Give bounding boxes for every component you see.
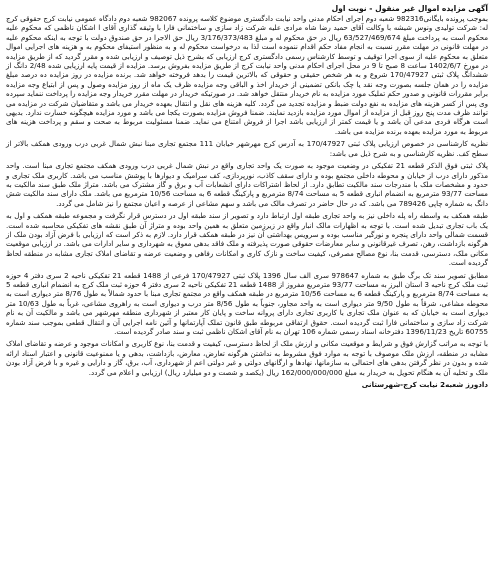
notice-paragraph: با توجه به مراتب گزارش فوق و شرایط و موقعیت مکانی و ارزش ملک از لحاظ دسترسی، کیفیت و قدمت بنا، نوع کاربری و امکانات موجود و عرضه و تقاضای املاک مشابه در منطقه، ارزش ملک موصوف با توجه به موارد فوق مشروط به نداشتن هرگونه تعارض، معارض، بازداشت، بدهی و یا ممنوعیت قانونی و اعتبار اسناد ارائه شده و بدون در نظر گرفتن بدهی های احتمالی به سازمانها، نهادها و ارگانهای دولتی و غیر دولتی اعم از شهرداری، آب، برق، گاز و دارایی و غیره و با فرض آزاد بودن ملک و تخلیه آن به هنگام تحویل به خریدار به مبلغ 162/000/000/000 ریال (یکصد و شصت و دو میلیارد ریال) ارزیابی و اعلام می گردد. (6, 339, 488, 377)
notice-paragraph: پلاک ثبتی فوق الذکر قطعه 21 تفکیکی در وضعیت موجود به صورت یک واحد تجاری واقع در نبش شمال غربی درب ورودی همکف مجتمع تجاری مبنا است. واحد مذکور دارای درب از خیابان و محوطه داخلی مجتمع بوده و دارای سقف کاذب، نورپردازی، کف سرامیک و دیوارها با پوشش مناسب می باشد. کاربری ملک تجاری و حدود و مشخصات ملک با مندرجات سند مالکیت تطابق دارد. از لحاظ اشتراکات دارای انشعابات آب و برق و گاز مشترک می باشد. متراژ ملک طبق سند مالکیت به مساحت 93/77 مترمربع به انضمام انباری قطعه 5 به مساحت 8/74 مترمربع و پارکینگ قطعه 6 به مساحت 10/56 مترمربع می باشد. ملک دارای سند مالکیت شش دانگ به شماره چاپی 789426 می باشد. که در حال حاضر در تصرف مالک می باشد و سهم مشاعی از عرصه و اعیان مجتمع را نیز شامل می گردد. (6, 161, 488, 208)
signature-line: دادورز شعبه2 نیابت کرج-شهرستانی (361, 380, 488, 390)
notice-paragraph: طبقه همکف به واسطه راه پله داخلی نیز به واحد تجاری طبقه اول ارتباط دارد و تصویر از سند طبقه اول در دسترس قرار نگرفت و مجموعه طبقه همکف و اول به یک باب تجاری تبدیل شده است. با توجه به اظهارات مالک انبار واقع در زیرزمین متعلق به همین واحد بوده و متراژ آن طبق نقشه های تفکیکی محاسبه شده است. قسمت شمالی واحد دارای پنجره و نورگیر مناسب بوده و سرویس بهداشتی آن نیز در طبقه همکف قرار دارد. لازم به ذکر است که ارزیابی با فرض آزاد بودن ملک از هرگونه بازداشت، رهن، تصرف غیرقانونی و سایر معارضات حقوقی صورت پذیرفته و ملک فاقد بدهی معوق به شهرداری و سایر ادارات می باشد. در ارزیابی موقعیت مکانی ملک، دسترسی، قدمت بنا، نوع مصالح مصرفی، کیفیت ساخت و نازک کاری و امکانات رفاهی و وضعیت عرضه و تقاضای املاک تجاری مشابه در منطقه لحاظ گردیده است. (6, 211, 488, 268)
notice-paragraph: نظریه کارشناسی در خصوص ارزیابی پلاک ثبتی 170/47927 به آدرس کرج مهرشهر خیابان 111 مجتمع تجاری مبنا نبش شمال غربی درب ورودی همکف بالاتر از سطح کف. نظریه کارشناسی و به شرح ذیل می باشد: (6, 139, 488, 158)
notice-title: آگهی مزایده اموال غیر منقول - نوبت اول (331, 4, 488, 13)
notice-paragraph: بموجب پرونده بایگانی982316 شعبه دوم اجرای احکام مدنی واحد نیابت دادگستری موضوع کلاسه پرونده 982067 شعبه دوم دادگاه عمومی نیابت کرج حقوقی کرج له: شرکت تولیدی ونوس شیشه با وکالت آقای حمید رضا شاه مرادی علیه شرکت زاد سازی و ساختمانی فارا با وثیقه گذاری آقای ا اشکان ناظمی که محکوم علیه محکوم است به پرداخت مبلغ 63/527/469/674 ریال در حق محکوم له و مبلغ 3/176/373/483 ریال حق الاجرا در حق صندوق دولت با توجه به اینکه محکوم علیه در مهلت قانونی در مهلت مقرر نسبت به انجام مفاد حکم اقدام ننموده است لذا به درخواست محکوم له و به منظور استیفای محکوم به و هزینه های اجرایی اموال متعلق به محکوم علیه از سوی اجرا توقیف و توسط کارشناس رسمی دادگستری کرج ارزیابی که بشرح ذیل توصیف و ارزیابی شده و مقرر گردید که از طریق مزایده در مورخ 1402/6/7 ساعت 8 صبح تا 9 در محل اجرای احکام مدنی واحد نیابت کرج از طریق مزایده بفروش برسد. مزایده از قیمت پایه ارزیابی شده 2/48 دانگ از ششدانگ پلاک ثبتی 170/47927 شروع و به هر شخص حقیقی و حقوقی که بالاترین قیمت را بدهد فروخته خواهد شد. برنده مزایده در روز مزایده ده درصد مبلغ مزایده را در همان جلسه بصورت وجه نقد یا چک بانکی تضمینی از خریدار اخذ و الباقی وجه مزایده ظرف یک ماه از روز مزایده وصول و پس از ابتیاع وجه مزایده برابر مقررات قانونی و صدور حکم تملیک مورد مزایده به نام خریدار منتقل خواهد شد. در صورتیکه خریدار در مهلت مقرر خریدار وجه مزایده را پرداخت ننماید سپرده وی پس از کسر هزینه های مزایده به نفع دولت ضبط و مزایده تجدید می گردد. کلیه هزینه های نقل و انتقال بعهده خریدار می باشد و متقاضیان شرکت در مزایده می توانند ظرف مدت پنج روز قبل از مزایده از اموال مورد مزایده بازدید نمایند. ضمنا فروش مزایده بصورت یکجا می باشد و مورد مزایده هیچگونه خسارت ندارد. بدیهی است هرگاه فردی مدعی آن باشد و یا قیمت کمتر از ارزیابی باشد اجرا از فروش امتناع می نماید. ضمنا مسئولیت مربوط به صحت و سقم و پرداخت هزینه های مربوط به مورد مزایده بعهده برنده مزایده می باشد. (6, 14, 489, 136)
notice-paragraph: مطابق تصویر سند تک برگ طبق به شماره 978647 سری الف سال 1396 پلاک ثبتی 170/47927 فرعی از 1488 قطعه 21 تفکیکی ناحیه 2 سری دفتر 4 حوزه ثبت ملک کرج ناحیه 3 استان البرز به مساحت 93/77 مترمربع مفروز از 1488 قطعه 21 تفکیکی ناحیه 2 سری دفتر 4 حوزه ثبت ملک کرج به انضمام انباری قطعه 5 به مساحت 8/74 مترمربع و پارکینگ قطعه 6 به مساحت 10/56 مترمربع در طبقه همکف واقع در مجتمع تجاری مبنا با حدود شمالاً به طول 8/76 متر دیواری است به محوطه مشاعی، شرقاً به طول 9/50 متر دیواری است به واحد مجاور، جنوباً به طول 8/56 متر درب و دیواری است به راهروی مشاعی، غرباً به طول 10/63 متر دیواری است به خیابان که به عنوان ملک تجاری با کاربری تجاری دارای پروانه ساخت و پایان کار معتبر از شهرداری منطقه مهرشهر می باشد و مالکیت آن به نام شرکت زاد سازی و ساختمانی فارا ثبت گردیده است. حقوق ارتفاقی مربوطه طبق قانون تملک آپارتمانها و آئین نامه اجرایی آن و انتقال قطعی بموجب سند شماره 60755 تاریخ 1396/11/23 دفترخانه اسناد رسمی شماره 106 تهران به نام آقای اشکان ناظمی ثبت و سند صادر گردیده است. (6, 270, 489, 336)
